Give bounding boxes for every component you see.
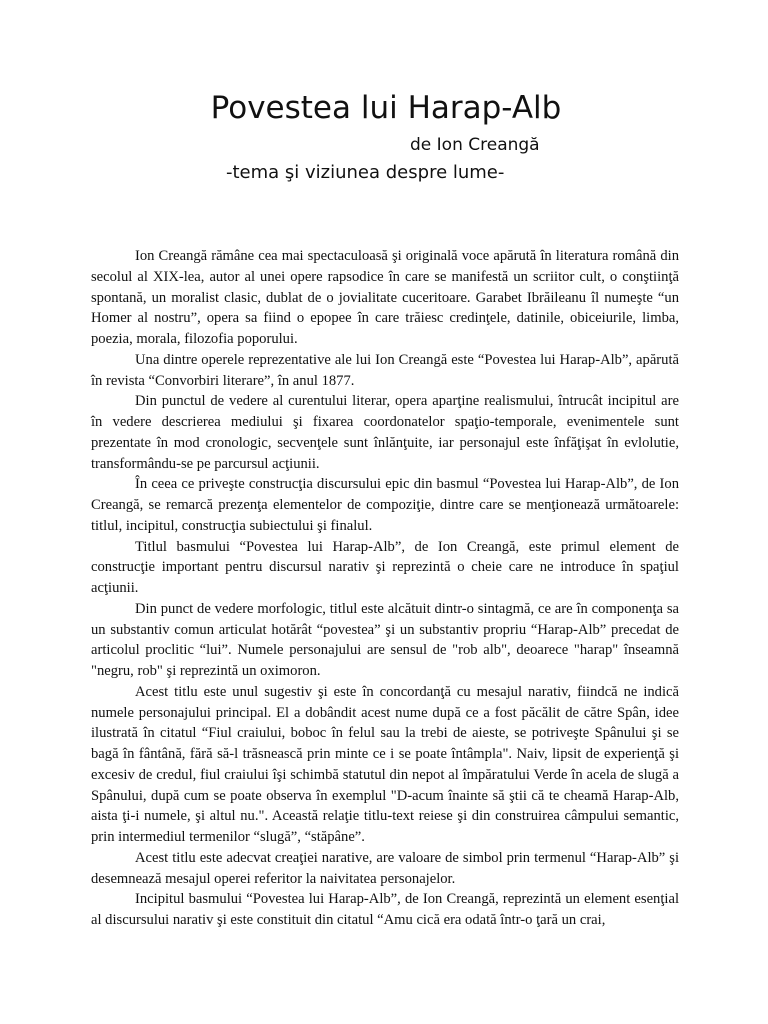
paragraph: Acest titlu este adecvat creaţiei narative, are valoare de simbol prin termenul “Harap-Alb” şi desemnează mesajul operei referitor la naivitatea personajelor.: [91, 849, 679, 887]
paragraph: Una dintre operele reprezentative ale lui Ion Creangă este “Povestea lui Harap-Alb”, apărută în revista “Convorbiri literare”, în anul 1877.: [91, 351, 679, 389]
paragraph: Incipitul basmului “Povestea lui Harap-Alb”, de Ion Creangă, reprezintă un element esenţial al discursului narativ şi este constituit din citatul “Amu cică era odată într-o ţară un crai,: [91, 891, 679, 928]
paragraph: Ion Creangă rămâne cea mai spectaculoasă şi originală voce apărută în literatura română din secolul al XIX-lea, autor al unei opere rapsodice în care se manifestă un scriitor cult, o conştiinţă spontană, un moralist clasic, dublat de o jovialitate cuceritoare. Garabet Ibrăileanu îl numeşte “un Homer al nostru”, opera sa fiind o epopee în care trăiesc credinţele, datinile, obiceiurile, limba, poezia, morala, filozofia poporului.: [91, 248, 679, 347]
paragraph: Din punct de vedere morfologic, titlul este alcătuit dintr-o sintagmă, ce are în componenţa sa un substantiv comun articulat hotărât “povestea” şi un substantiv propriu “Harap-Alb” precedat de articolul proclitic “lui”. Numele personajului are sensul de "rob alb", deoarece "harap" înseamnă "negru, rob" şi reprezintă un oximoron.: [91, 600, 679, 679]
document-subtitle: -tema şi viziunea despre lume-: [226, 162, 505, 183]
paragraph: În ceea ce priveşte construcţia discursului epic din basmul “Povestea lui Harap-Alb”, de Ion Creangă, se remarcă prezenţa elementelor de compoziţie, dintre care se menţionează următoarele: titlul, incipitul, construcţia subiectului şi finalul.: [91, 476, 679, 534]
paragraph: Acest titlu este unul sugestiv şi este în concordanţă cu mesajul narativ, fiindcă ne indică numele personajului principal. El a dobândit acest nume după ce a fost păcălit de către Spân, idee ilustrată în citatul “Fiul craiului, boboc în felul sau la trebi de aieste, se potriveşte Spânului şi se bagă în fântână, fără să-l trăsnească prin minte ce i se poate întâmpla". Naiv, lipsit de experienţă şi excesiv de credul, fiul craiului îşi schimbă statutul din nepot al împăratului Verde în acela de slugă a Spânului, după cum se poate observa în exemplul "D-acum înainte să ştii că te cheamă Harap-Alb, aista ţi-i numele, şi altul nu.". Această relaţie titlu-text reiese şi din construirea câmpului semantic, prin intermediul termenilor “slugă”, “stăpâne”.: [91, 683, 679, 845]
paragraph: Titlul basmului “Povestea lui Harap-Alb”, de Ion Creangă, este primul element de construcţie important pentru discursul narativ şi reprezintă o cheie care ne introduce în spaţiul acţiunii.: [91, 538, 679, 596]
document-body: [91, 246, 679, 931]
paragraph: Din punctul de vedere al curentului literar, opera aparţine realismului, întrucât incipitul are în vedere descrierea mediului şi fixarea coordonatelor spaţio-temporale, evenimentele sunt prezentate în mod cronologic, secvenţele sunt înlănţuite, iar personajul este înfăţişat în evlolutie, transformându-se pe parcursul acţiunii.: [91, 393, 679, 472]
document-title: Povestea lui Harap-Alb: [210, 90, 562, 126]
document-author: de Ion Creangă: [410, 135, 540, 155]
